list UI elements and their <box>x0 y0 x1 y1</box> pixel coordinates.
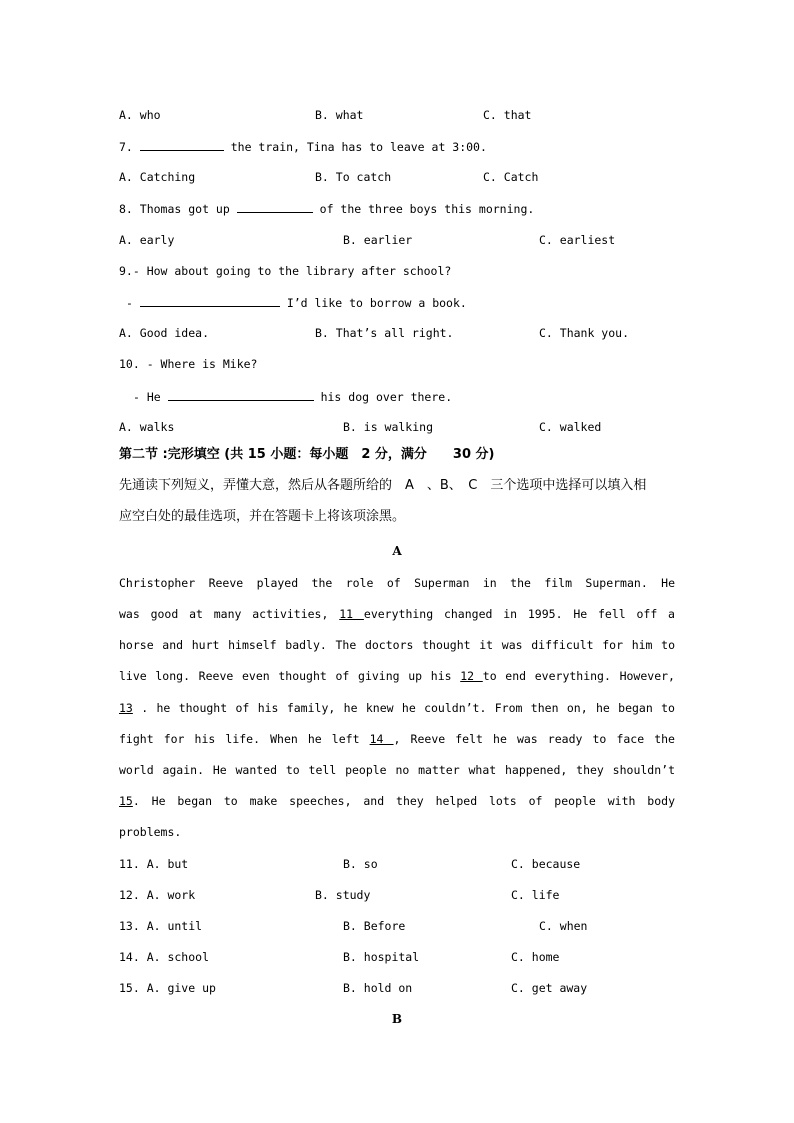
q10-stem: 10. - Where is Mike? <box>119 357 258 371</box>
q9-option-a: A. Good idea. <box>119 326 210 340</box>
q9-blank <box>140 294 280 307</box>
blank-12: 12 <box>460 669 483 683</box>
blank-11: 11 <box>339 607 364 621</box>
passage-b-heading: B <box>391 1012 403 1026</box>
q7-stem <box>119 138 487 155</box>
q6-option-a: A. who <box>119 108 161 122</box>
option-14-b: B. hospital <box>343 950 420 964</box>
passage-text: was good at many activities, <box>119 607 329 621</box>
option-13-b: B. Before <box>343 919 406 933</box>
option-row-15: 15. A. give up <box>119 981 216 995</box>
q8-blank <box>237 200 313 213</box>
section-instruction-line2: 应空白处的最佳选项，并在答题卡上将该项涂黑。 <box>119 509 406 524</box>
passage-a-line5 <box>119 700 675 716</box>
q7-option-c: C. Catch <box>483 170 539 184</box>
option-row-14: 14. A. school <box>119 950 210 964</box>
passage-text: live long. Reeve even thought of giving up his <box>119 669 452 683</box>
q7-option-a: A. Catching <box>119 170 196 184</box>
q8-option-b: B. earlier <box>343 233 413 247</box>
q10-option-a: A. walks <box>119 420 175 434</box>
q7-number: 7. <box>119 140 133 154</box>
q8-option-a: A. early <box>119 233 175 247</box>
passage-a-line3: horse and hurt himself badly. The doctors thought it was difficult for him to <box>119 638 675 652</box>
q10-response <box>133 388 452 405</box>
blank-13: 13 <box>119 701 133 715</box>
q9-text: I’d like to borrow a book. <box>286 296 467 310</box>
section-title: 第二节 :完形填空 (共 15 小题：每小题 2 分，满分 30 分) <box>119 447 495 462</box>
q9-dash: - <box>126 296 133 310</box>
blank-14: 14 <box>369 732 394 746</box>
passage-a-line7: world again. He wanted to tell people no matter what happened, they shouldn’t <box>119 763 675 777</box>
passage-text: . he thought of his family, he knew he couldn’t. From then on, he began to <box>141 701 675 715</box>
option-row-13: 13. A. until <box>119 919 203 933</box>
q8-text: of the three boys this morning. <box>319 202 535 216</box>
q6-option-b: B. what <box>315 108 364 122</box>
passage-a-line6 <box>119 731 675 747</box>
q6-option-c: C. that <box>483 108 532 122</box>
q10-option-c: C. walked <box>539 420 602 434</box>
passage-a-line9: problems. <box>119 825 182 839</box>
passage-text: everything changed in 1995. He fell off a <box>363 607 675 621</box>
blank-15: 15 <box>119 794 133 808</box>
section-instruction-line1: 先通读下列短义，弄懂大意，然后从各题所给的 A 、B、 C 三个选项中选择可以填入相 <box>119 478 647 493</box>
option-12-c: C. life <box>511 888 560 902</box>
passage-a-line8 <box>119 793 675 809</box>
passage-a-line2 <box>119 606 675 622</box>
q10-option-b: B. is walking <box>343 420 434 434</box>
q7-blank <box>140 138 224 151</box>
q10-text: his dog over there. <box>320 390 453 404</box>
q8-pre: 8. Thomas got up <box>119 202 230 216</box>
passage-text: . He began to make speeches, and they helped lots of people with body <box>132 794 675 808</box>
option-13-c: C. when <box>539 919 588 933</box>
q9-stem: 9.- How about going to the library after school? <box>119 264 452 278</box>
option-15-c: C. get away <box>511 981 588 995</box>
passage-text: fight for his life. When he left <box>119 732 360 746</box>
q8-stem <box>119 200 534 217</box>
q10-pre: - He <box>133 390 161 404</box>
q10-blank <box>168 388 314 401</box>
option-15-b: B. hold on <box>343 981 413 995</box>
q9-option-c: C. Thank you. <box>539 326 630 340</box>
option-11-b: B. so <box>343 857 378 871</box>
passage-text: , Reeve felt he was ready to face the <box>393 732 675 746</box>
option-row-12: 12. A. work <box>119 888 196 902</box>
passage-a-line1: Christopher Reeve played the role of Superman in the film Superman. He <box>119 576 675 590</box>
option-11-c: C. because <box>511 857 581 871</box>
option-14-c: C. home <box>511 950 560 964</box>
q7-option-b: B. To catch <box>315 170 392 184</box>
option-row-11: 11. A. but <box>119 857 189 871</box>
passage-a-heading: A <box>392 544 402 558</box>
passage-text: to end everything. However, <box>482 669 675 683</box>
option-12-b: B. study <box>315 888 371 902</box>
q7-text: the train, Tina has to leave at 3:00. <box>230 140 487 154</box>
q8-option-c: C. earliest <box>539 233 616 247</box>
q9-option-b: B. That’s all right. <box>315 326 454 340</box>
q9-response <box>126 294 467 311</box>
passage-a-line4 <box>119 668 675 684</box>
